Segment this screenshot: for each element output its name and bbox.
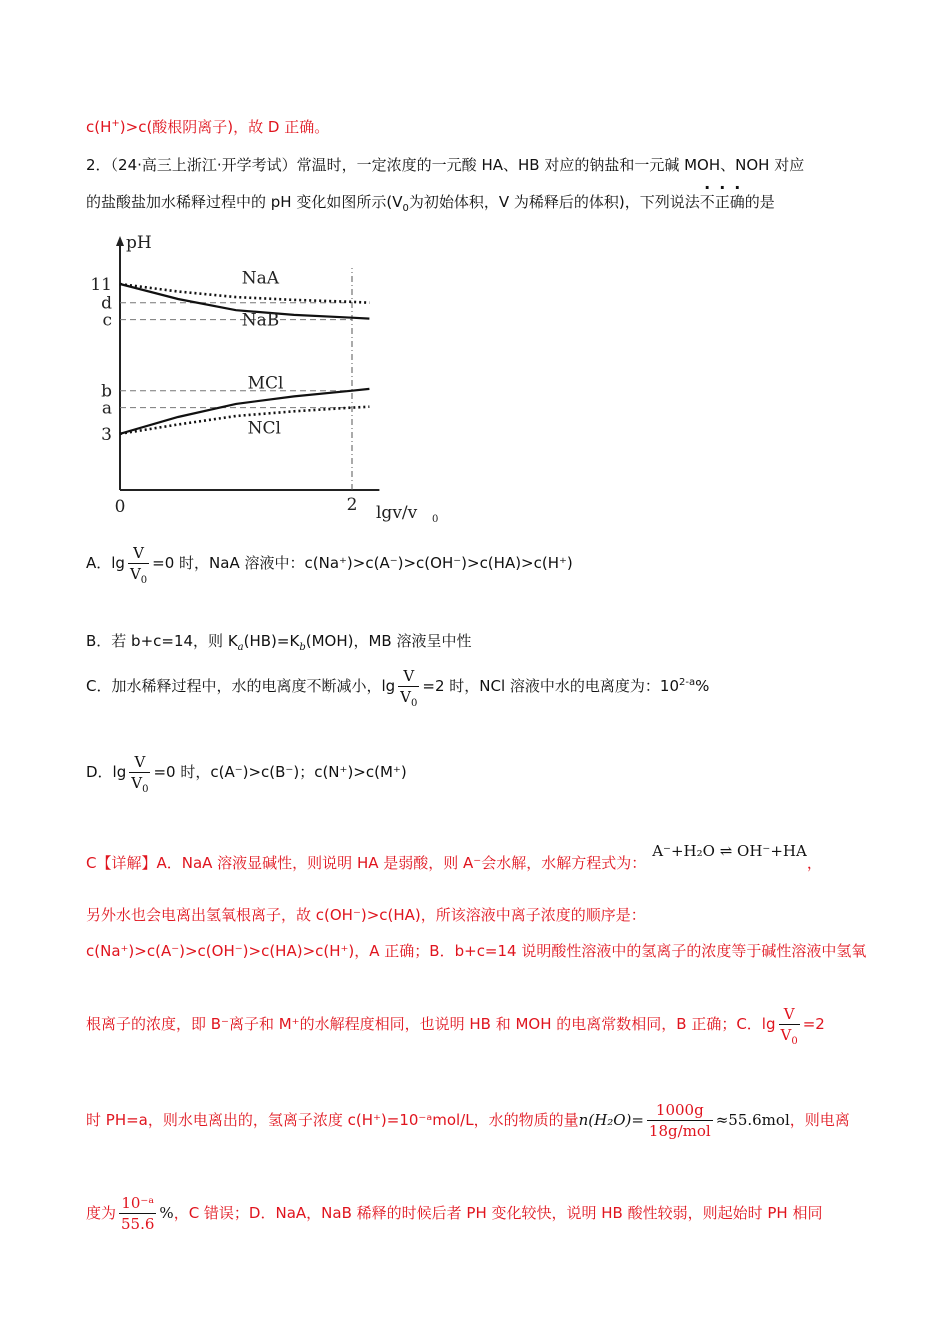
- y-axis-arrow: [116, 236, 124, 246]
- y-tick-label: 11: [90, 275, 112, 295]
- prev-answer-tail: [86, 116, 329, 138]
- fraction-den-sub: 0: [791, 1036, 798, 1047]
- solution-text-5a: 时 PH=a，则水电离出的，氢离子浓度 c(H⁺)=10⁻ᵃmol/L，水的物质的量: [86, 1111, 579, 1129]
- solution-text-2: 另外水也会电离出氢氧根离子，故 c(OH⁻)>c(HA)，所该溶液中离子浓度的顺序是：: [86, 906, 646, 924]
- fraction-den-sub: 0: [142, 784, 149, 795]
- emphasis-char: 确: [729, 193, 745, 211]
- question-line-2: [86, 191, 775, 213]
- series-label-ncl: NCl: [247, 418, 281, 439]
- option-c-text: =2 时，NCl 溶液中水的电离度为：10: [422, 677, 679, 695]
- y-tick-label: c: [102, 310, 112, 331]
- question-text-1: 常温时，一定浓度的一元酸 HA、HB 对应的钠盐和一元碱 MOH、NOH 对应: [296, 156, 805, 174]
- question-text-2a: 的盐酸盐加水稀释过程中的 pH 变化如图所示(V: [86, 193, 403, 211]
- option-c-tail: %: [695, 677, 710, 695]
- option-d-label: D．lg: [86, 763, 127, 781]
- fraction-denominator: 55.6: [121, 1215, 155, 1233]
- fraction-denominator: [398, 687, 419, 707]
- question-source: （24·高三上浙江·开学考试）: [110, 156, 297, 174]
- solution-text-5b: ，则电离: [789, 1111, 850, 1129]
- solution-text-1b: ，: [806, 854, 822, 872]
- fraction-numerator: V: [779, 1004, 800, 1025]
- emphasis-char: 不: [699, 193, 715, 211]
- fraction-ionization: [119, 1193, 156, 1234]
- fraction-v-v0: [128, 543, 149, 584]
- question-text-2c: 的是: [744, 193, 775, 211]
- y-tick-label: b: [101, 381, 112, 402]
- percent-sign: %: [159, 1204, 174, 1222]
- series-line-ncl: [120, 407, 369, 434]
- x-tick-label: 2: [346, 495, 358, 515]
- y-tick-label: a: [101, 398, 112, 419]
- solution-line-4: [86, 1004, 825, 1045]
- question-sub: 0: [402, 203, 409, 214]
- solution-line-1: [86, 842, 822, 874]
- x-tick-label: 0: [114, 497, 126, 517]
- fraction-v-v0: [129, 752, 150, 793]
- fraction-den-text: V: [780, 1026, 792, 1044]
- y-tick-label: 3: [101, 424, 112, 445]
- option-a-text: =0 时，NaA 溶液中：c(Na⁺)>c(A⁻)>c(OH⁻)>c(HA)>c(H⁺): [152, 554, 573, 572]
- fraction-numerator: 1000g: [647, 1100, 713, 1121]
- fraction-denominator: 18g/mol: [648, 1122, 711, 1140]
- fraction-numerator: V: [129, 752, 150, 773]
- option-b-mid: (HB)=K: [243, 632, 300, 650]
- prev-sup: +: [111, 118, 120, 129]
- fraction-den-text: V: [131, 774, 143, 792]
- y-tick-label: d: [101, 293, 112, 314]
- fraction-moles: [647, 1100, 713, 1141]
- fraction-v-v0: [779, 1004, 800, 1045]
- option-a-label: A．lg: [86, 554, 125, 572]
- x-axis-label: lgv/v: [376, 503, 418, 523]
- solution-line-6: [86, 1193, 822, 1234]
- solution-text-3: c(Na⁺)>c(A⁻)>c(OH⁻)>c(HA)>c(H⁺)，A 正确；B．b+c=14 说明酸性溶液中的氢离子的浓度等于碱性溶液中氢氧: [86, 942, 867, 960]
- prev-rest: )>c(酸根阴离子)，故 D 正确。: [119, 118, 330, 136]
- fraction-numerator: V: [128, 543, 149, 564]
- option-b-sub-a: a: [237, 642, 244, 653]
- option-a: [86, 543, 573, 584]
- question-line-1: [86, 154, 804, 176]
- moles-rhs: ≈55.6mol: [715, 1111, 790, 1129]
- emphasis-char: 正: [714, 193, 730, 211]
- option-b-label: B．若 b+c=14，则 K: [86, 632, 238, 650]
- option-b-text: (MOH)，MB 溶液呈中性: [305, 632, 472, 650]
- solution-text-6a: 度为: [86, 1204, 117, 1222]
- fraction-den-text: V: [400, 688, 412, 706]
- option-b: [86, 630, 471, 652]
- fraction-denominator: [129, 773, 150, 793]
- fraction-den-sub: 0: [411, 698, 418, 709]
- series-label-naa: NaA: [241, 268, 280, 289]
- option-c: [86, 666, 709, 707]
- option-b-sub-b: b: [299, 642, 306, 653]
- solution-text-4a: 根离子的浓度，即 B⁻离子和 M⁺的水解程度相同，也说明 HB 和 MOH 的电离常数相同，B 正确；C．lg: [86, 1015, 776, 1033]
- fraction-v-v0: [398, 666, 419, 707]
- fraction-numerator: 10⁻ᵃ: [119, 1193, 156, 1214]
- solution-text-6b: ，C 错误；D．NaA，NaB 稀释的时候后者 PH 变化较快，说明 HB 酸性较弱，则起始时 PH 相同: [173, 1204, 823, 1222]
- prev-lead: c(H: [86, 118, 112, 136]
- solution-line-3: [86, 940, 866, 962]
- fraction-numerator: V: [398, 666, 419, 687]
- option-d: [86, 752, 407, 793]
- series-label-nab: NaB: [241, 310, 280, 331]
- solution-line-5: [86, 1100, 850, 1141]
- fraction-den-sub: 0: [140, 575, 148, 586]
- moles-lhs: n(H₂O)=: [578, 1111, 644, 1129]
- series-line-mcl: [120, 389, 369, 434]
- option-c-label: C．加水稀释过程中，水的电离度不断减小，lg: [86, 677, 396, 695]
- x-axis-label-sub: 0: [432, 514, 439, 525]
- series-label-mcl: MCl: [247, 373, 284, 394]
- option-c-sup: 2-a: [679, 677, 696, 688]
- solution-text-1a: C【详解】A．NaA 溶液显碱性，则说明 HA 是弱酸，则 A⁻会水解，水解方程式为：: [86, 854, 647, 872]
- solution-line-2: [86, 904, 646, 926]
- fraction-denominator: [779, 1025, 800, 1045]
- option-d-text: =0 时，c(A⁻)>c(B⁻)；c(N⁺)>c(M⁺): [153, 763, 407, 781]
- question-text-2b: 为初始体积，V 为稀释后的体积)，下列说法: [408, 193, 700, 211]
- fraction-denominator: [128, 564, 149, 584]
- y-axis-label: pH: [126, 233, 152, 253]
- solution-text-4b: =2: [802, 1015, 825, 1033]
- hydrolysis-equation: A⁻+H₂O ⇌ OH⁻+HA: [652, 842, 807, 860]
- ph-dilution-chart: [90, 228, 450, 528]
- question-number: 2．: [86, 156, 111, 174]
- fraction-den-text: V: [129, 565, 141, 583]
